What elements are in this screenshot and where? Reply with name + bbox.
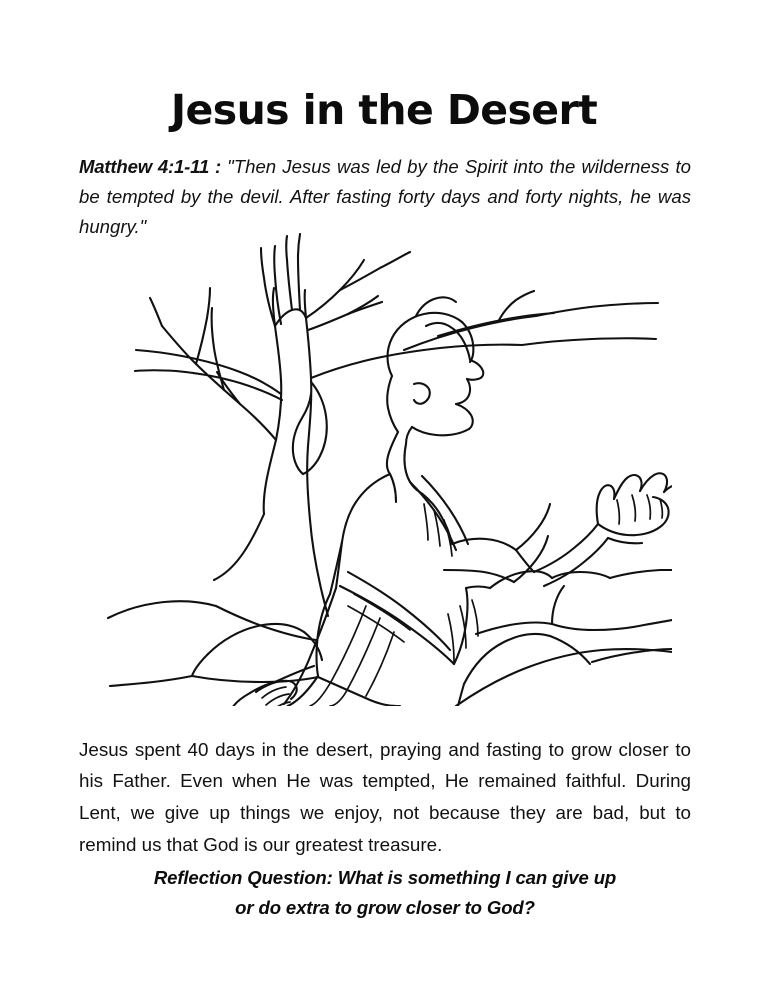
reflection-line-2: or do extra to grow closer to God?: [235, 897, 535, 919]
page-title: Jesus in the Desert: [170, 86, 598, 135]
bare-tree-icon: [135, 234, 658, 616]
scripture-reference: Matthew 4:1-11 :: [79, 155, 222, 177]
scripture-quote: "Then Jesus was led by the Spirit into the wilderness to be tempted by the devil. After fasting forty days and forty nights, he was hungry.": [79, 155, 691, 237]
reflection-line-1: Reflection Question: What is something I can give up: [153, 867, 617, 888]
desert-rocks: [108, 570, 672, 706]
reflection-question: [79, 863, 691, 923]
jesus-figure: [230, 297, 672, 706]
coloring-illustration: [104, 214, 672, 706]
body-paragraph: Jesus spent 40 days in the desert, praying and fasting to grow closer to his Father. Even when He was tempted, He remained faithful. During Lent, we give up things we enjoy, not because they are bad, but to remind us that God is our greatest treasure.: [79, 738, 691, 855]
